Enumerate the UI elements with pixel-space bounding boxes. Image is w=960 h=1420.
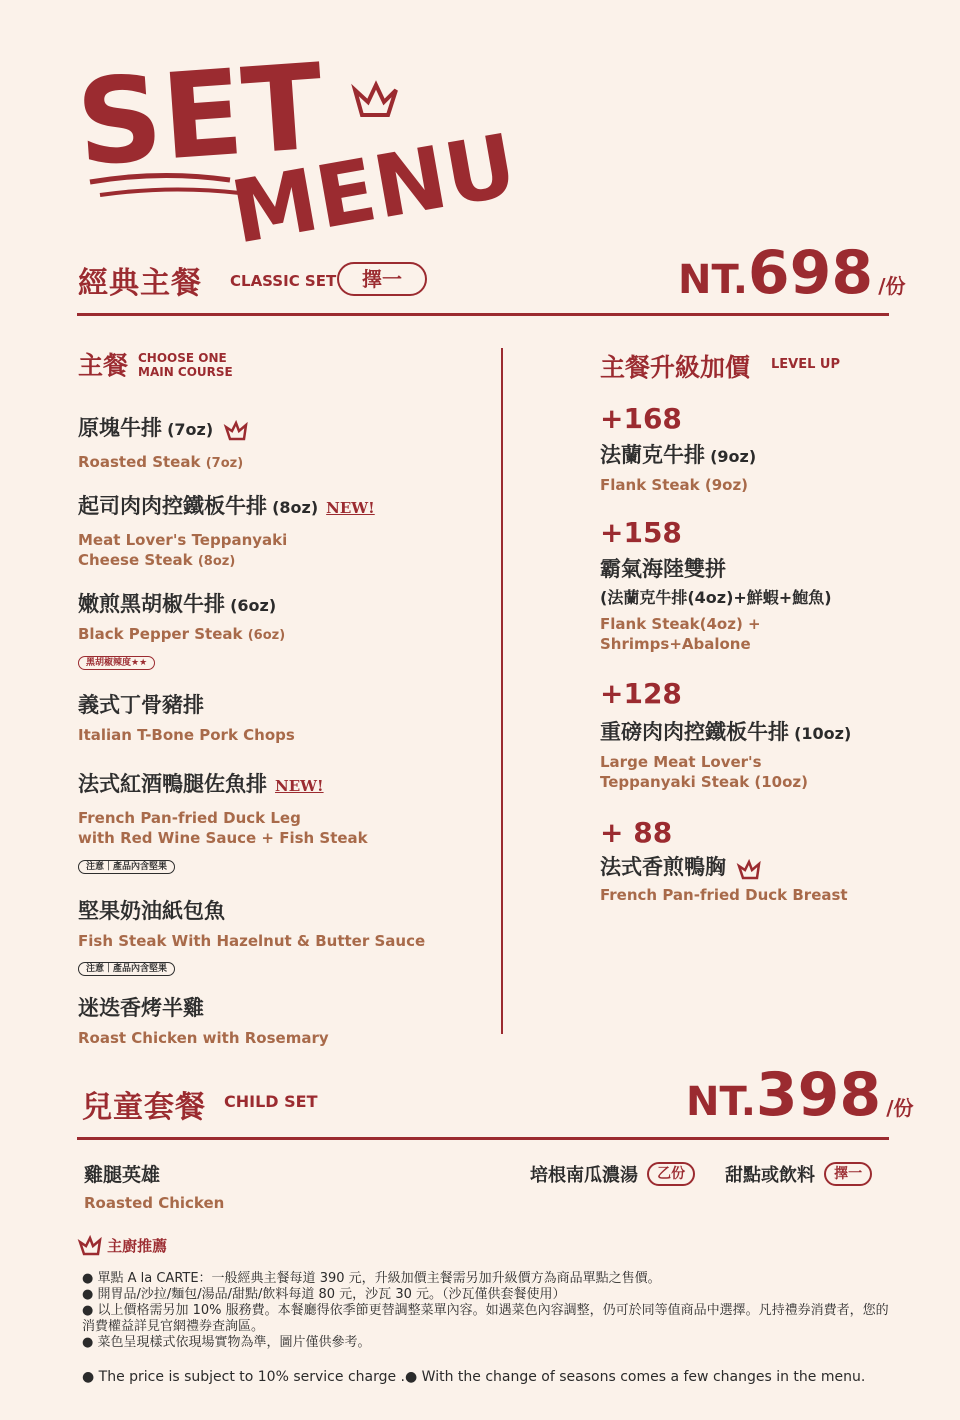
child-price-unit: /份 [886,1096,914,1120]
menu-item-en: French Pan-fried Duck Leg [78,809,301,827]
child-soup-label: 培根南瓜濃湯 [530,1165,638,1186]
menu-item-zh: 法式紅酒鴨腿佐魚排 [78,772,267,796]
menu-item [78,992,329,1048]
menu-item-size: (7oz) [167,420,214,439]
menu-item-size: (6oz) [230,596,277,615]
menu-item-size: (8oz) [272,498,319,517]
child-price-prefix: NT. [686,1079,756,1125]
menu-item-zh: 義式丁骨豬排 [78,693,204,717]
level-up-en: French Pan-fried Duck Breast [600,886,848,904]
level-up-item [600,816,848,905]
child-soup [530,1161,695,1187]
note-line: ● 以上價格需另加 10% 服務費。本餐廳得依季節更替調整菜單內容。如遇菜色內容調整，仍可於同等值商品中選擇。凡持禮券消費者，您的消費權益詳見官網禮券查詢區。 [82,1303,889,1334]
level-up-item [600,402,756,495]
note-line: ● 單點 A la CARTE：一般經典主餐每道 390 元，升級加價主餐需另加升級價方為商品單點之售價。 [82,1271,661,1286]
child-main-zh: 雞腿英雄 [84,1164,161,1186]
child-divider [77,1137,889,1140]
level-up-price: +128 [600,677,682,710]
main-course-en-line1: CHOOSE ONE [138,351,227,365]
nut-warning-tag: 注意｜產品內含堅果 [78,860,175,874]
menu-item-en-size: (8oz) [197,554,236,569]
level-up-en-line2: Shrimps+Abalone [600,635,751,653]
level-up-en-line2: Teppanyaki Steak (10oz) [600,773,809,791]
set-menu-logo [70,30,524,264]
menu-item-en: Italian T-Bone Pork Chops [78,726,295,744]
child-dessert [725,1161,872,1187]
menu-item-zh: 嫩煎黑胡椒牛排 [78,592,225,616]
level-up-zh: 重磅肉肉控鐵板牛排 [600,720,789,744]
note-line: ● 菜色呈現樣式依現場實物為準，圖片僅供參考。 [82,1335,371,1350]
menu-item-en-line2: Cheese Steak [78,551,193,569]
level-up-title: 主餐升級加價 [600,353,751,382]
level-up-zh: 霸氣海陸雙拼 [600,557,726,581]
level-up-en: LEVEL UP [771,357,840,372]
menu-item [78,768,368,874]
child-soup-badge: 乙份 [647,1162,695,1186]
new-badge: NEW! [275,777,324,795]
classic-price [678,238,906,308]
child-main-en: Roasted Chicken [84,1194,225,1212]
spice-level-tag: 黑胡椒辣度★★ [78,656,155,670]
logo-crown-icon [355,85,396,115]
classic-price-prefix: NT. [678,257,748,303]
logo-swoosh-2 [100,189,240,195]
child-price-value: 398 [755,1060,882,1130]
level-up-zh-detail: (法蘭克牛排(4oz)+鮮蝦+鮑魚) [600,588,832,607]
menu-item-zh: 原塊牛排 [78,416,162,440]
logo-set-text: SET [72,37,328,193]
main-course-title: 主餐 [78,351,129,380]
child-price [686,1060,914,1130]
level-up-size: (9oz) [710,447,757,466]
menu-item-en-size: (6oz) [247,628,286,643]
classic-price-value: 698 [747,238,874,308]
classic-subtitle: CLASSIC SET [230,272,337,290]
chef-recommend-crown-icon [737,860,761,880]
level-up-item [600,677,851,792]
menu-item-en: Meat Lover's Teppanyaki [78,531,288,549]
chef-recommend-crown-icon [224,421,248,441]
menu-item [78,895,425,976]
level-up-item [600,516,832,654]
level-up-price: +168 [600,402,682,435]
chef-legend [78,1235,167,1256]
menu-item [78,412,248,474]
nut-warning-tag: 注意｜產品內含堅果 [78,962,175,976]
menu-item-en-line2: with Red Wine Sauce + Fish Steak [78,829,368,847]
menu-item-en-size: (7oz) [205,456,244,471]
level-up-size: (10oz) [794,724,852,743]
classic-price-unit: /份 [878,274,906,298]
classic-pick-badge: 擇一 [337,262,427,296]
menu-item-zh: 起司肉肉控鐵板牛排 [78,494,267,518]
column-divider [501,348,503,1034]
child-dessert-label: 甜點或飲料 [725,1165,815,1186]
level-up-en: Flank Steak(4oz) + [600,615,761,633]
menu-item [78,490,375,572]
level-up-price: +158 [600,516,682,549]
set-menu-logo-art [70,30,524,264]
level-up-en: Flank Steak (9oz) [600,476,749,494]
classic-title: 經典主餐 [78,266,202,301]
menu-item-en: Black Pepper Steak [78,625,243,643]
child-subtitle: CHILD SET [224,1092,318,1111]
notes [82,1271,900,1351]
menu-item [78,689,295,745]
chef-recommend-crown-icon [78,1236,102,1256]
menu-item-zh: 堅果奶油紙包魚 [78,899,225,923]
menu-item-en: Roasted Steak [78,453,201,471]
note-line: ● 開胃品/沙拉/麵包/湯品/甜點/飲料每道 80 元，沙瓦 30 元。（沙瓦僅供套餐使用） [82,1287,566,1302]
note-english: ● The price is subject to 10% service charge .● With the change of seasons comes a few changes in the menu. [82,1369,866,1385]
menu-item-zh: 迷迭香烤半雞 [78,996,204,1020]
level-up-en: Large Meat Lover's [600,753,762,771]
child-title: 兒童套餐 [82,1090,206,1125]
level-up-zh: 法蘭克牛排 [600,443,705,467]
classic-divider [77,313,889,316]
new-badge: NEW! [326,499,375,517]
level-up-price: + 88 [600,816,673,849]
chef-legend-label: 主廚推薦 [107,1237,168,1255]
child-main [84,1160,224,1213]
logo-menu-text: MENU [224,115,524,264]
level-up-zh: 法式香煎鴨胸 [600,855,726,879]
child-dessert-badge: 擇一 [824,1162,872,1186]
menu-item [78,588,285,670]
main-course-en-line2: MAIN COURSE [138,365,233,379]
main-course-en [138,351,233,379]
menu-item-en: Roast Chicken with Rosemary [78,1029,329,1047]
menu-item-en: Fish Steak With Hazelnut & Butter Sauce [78,932,426,950]
